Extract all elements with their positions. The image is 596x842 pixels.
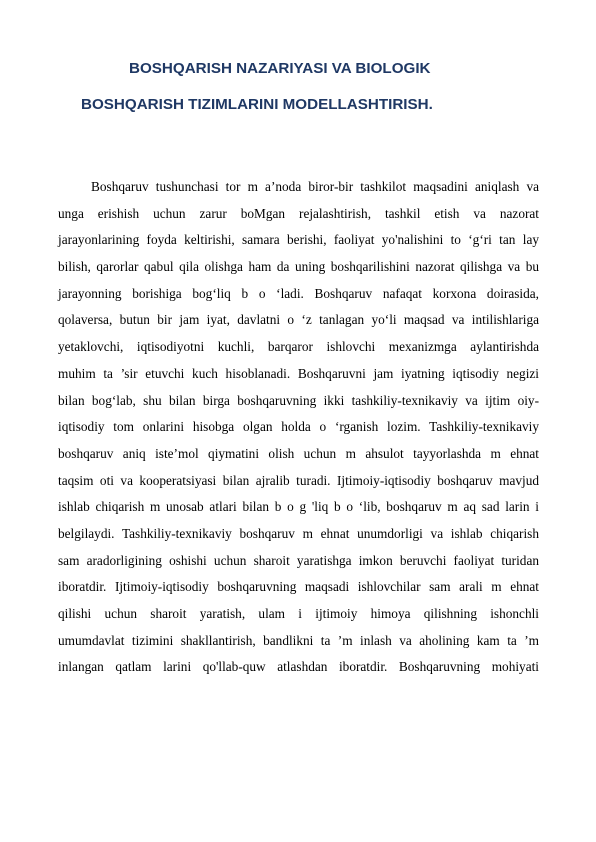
body-line: qolaversa, butun bir jam iyat, davlatni o ‘z tanlagan yo‘li maqsad va intilishlariga: [58, 312, 539, 328]
body-line: umumdavlat tizimini shakllantirish, bandlikni ta ’m inlash va aholining kam ta ’m: [58, 632, 539, 648]
body-line: ishlab chiqarish m unosab atlari bilan b o g 'liq b o ‘lib, boshqaruv m aq sad larin i: [58, 499, 539, 515]
body-line: unga erishish uchun zarur boMgan rejalashtirish, tashkil etish va nazorat: [58, 205, 539, 221]
body-line: qilishi uchun sharoit yaratish, ulam i ijtimoiy himoya qilishning ishonchli: [58, 606, 539, 621]
body-line: bilan bog‘lab, shu bilan birga boshqaruvning ikki tashkiliy-texnikaviy va ijtim oiy-: [58, 392, 539, 408]
body-line: taqsim oti va kooperatsiyasi bilan ajralib turadi. Ijtimoiy-iqtisodiy boshqaruv mavjud: [58, 472, 539, 488]
body-line: belgilaydi. Tashkiliy-texnikaviy boshqaruv m ehnat unumdorligi va ishlab chiqarish: [58, 525, 539, 541]
body-line: sam aradorligining oshishi uchun sharoit yaratishga imkon beruvchi faoliyat turidan: [58, 552, 539, 568]
document-title-line-1: BOSHQARISH NAZARIYASI VA BIOLOGIK: [129, 60, 431, 77]
body-line: jarayonlarining foyda keltirishi, samara berishi, faoliyat yo'nalishini to ‘g‘ri tan lay: [58, 232, 539, 248]
body-line: inlangan qatlam larini qo'llab-quw atlashdan iboratdir. Boshqaruvning mohiyati: [58, 659, 539, 675]
body-line: iqtisodiy tom onlarini hisobga olgan holda o ‘rganish lozim. Tashkiliy-texnikaviy: [58, 419, 539, 435]
body-line: Boshqaruv tushunchasi tor m a’noda biror-bir tashkilot maqsadini aniqlash va: [91, 179, 539, 194]
body-line: muhim ta ’sir etuvchi kuch hisoblanadi. Boshqaruvni jam iyatning iqtisodiy negizi: [58, 365, 539, 381]
document-title-line-2: BOSHQARISH TIZIMLARINI MODELLASHTIRISH.: [81, 96, 433, 113]
body-line: boshqaruv aniq iste’mol qiymatini olish uchun m ahsulot tayyorlashda m ehnat: [58, 445, 539, 461]
body-line: iboratdir. Ijtimoiy-iqtisodiy boshqaruvning maqsadi ishlovchilar sam arali m ehnat: [58, 579, 539, 595]
body-line: yetaklovchi, iqtisodiyotni kuchli, barqaror ishlovchi mexanizmga aylantirishda: [58, 339, 539, 355]
body-line: jarayonning borishiga bog‘liq b o ‘ladi. Boshqaruv nafaqat korxona doirasida,: [58, 285, 539, 301]
body-paragraph: [58, 174, 539, 681]
body-line: bilish, qarorlar qabul qila olishga ham da uning boshqarilishini nazorat qilishga va bu: [58, 259, 539, 275]
